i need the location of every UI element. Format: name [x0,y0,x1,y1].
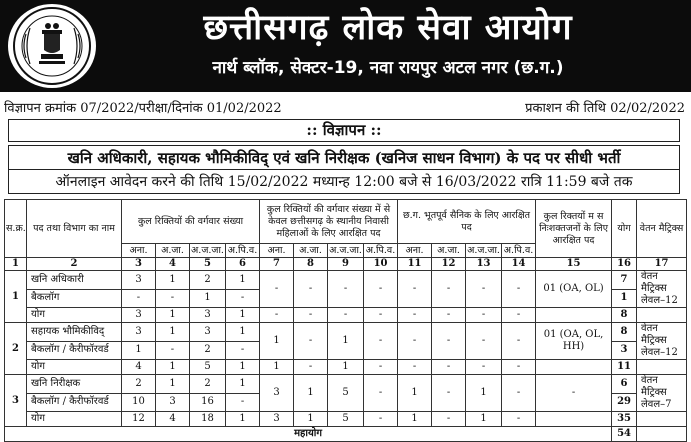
pay-matrix-blank [637,412,687,427]
cat-header: अ.जा. [294,244,328,258]
col-number: 8 [294,258,328,271]
cgpsc-emblem-icon [8,4,96,88]
pwd-total-cell [536,360,612,375]
ex-servicemen-cell: 1 [398,375,432,412]
row-total: 3 [612,341,637,360]
women-reserved-cell: 1 [260,323,294,360]
total-vacancy-cell: 1 [156,360,190,375]
col-number: 7 [260,258,294,271]
ex-servicemen-cell: 1 [466,375,502,412]
post-name: योग [27,412,122,427]
col-number: 1 [5,258,27,271]
pay-matrix-blank [637,360,687,375]
total-vacancy-cell: 1 [156,271,190,290]
col-number: 17 [637,258,687,271]
col-number: 13 [466,258,502,271]
header-pay: वेतन मैट्रिक्स [637,200,687,258]
publication-date: प्रकाशन की तिथि 02/02/2022 [525,101,685,116]
women-total-cell: - [260,308,294,323]
serial-number: 3 [5,375,27,427]
notice-heading: :: विज्ञापन :: [8,119,680,142]
ex-servicemen-cell: - [398,323,432,360]
col-number: 6 [226,258,260,271]
table-row [5,323,687,342]
total-vacancy-cell: 3 [122,308,156,323]
ex-servicemen-cell: - [398,271,432,308]
total-vacancy-cell: 1 [156,375,190,394]
women-reserved-cell: - [260,271,294,308]
vacancy-table [4,199,687,442]
total-vacancy-cell: 3 [122,271,156,290]
commission-address: नार्थ ब्लॉक, सेक्टर-19, नवा रायपुर अटल नगर (छ.ग.) [212,58,564,78]
total-vacancy-cell: 2 [122,375,156,394]
col-number: 9 [328,258,364,271]
table-row [5,360,687,375]
commission-title: छत्तीसगढ़ लोक सेवा आयोग [203,8,573,48]
recruitment-subject: खनि अधिकारी, सहायक भौमिकीविद् एवं खनि निरीक्षक (खनिज साधन विभाग) के पद पर सीधी भर्ती [8,145,680,169]
col-number: 10 [364,258,398,271]
post-name: सहायक भौमिकीविद् [27,323,122,342]
grand-total-blank [637,427,687,442]
ex-servicemen-total-cell: - [432,360,466,375]
total-vacancy-cell: 1 [226,323,260,342]
ex-servicemen-cell: - [466,323,502,360]
row-total: 29 [612,393,637,412]
col-number: 16 [612,258,637,271]
ex-servicemen-cell: - [502,323,536,360]
women-reserved-cell: - [364,375,398,412]
women-total-cell: - [364,308,398,323]
total-vacancy-cell: 2 [190,341,226,360]
row-total: 7 [612,271,637,290]
ex-servicemen-total-cell: - [502,360,536,375]
total-vacancy-cell: 1 [156,323,190,342]
header-pwd: कुल रिक्तयों म स निःशक्तजनों के लिए आरक्षित पद [536,200,612,258]
col-number: 12 [432,258,466,271]
application-dates: ऑनलाइन आवेदन करने की तिथि 15/02/2022 मध्यान्ह 12:00 बजे से 16/03/2022 रात्रि 11:59 बजे तक [8,169,680,194]
women-total-cell: 1 [260,360,294,375]
women-total-cell: - [328,308,364,323]
total-vacancy-cell: 2 [190,375,226,394]
col-number: 2 [27,258,122,271]
total-vacancy-cell: 12 [122,412,156,427]
serial-number: 2 [5,323,27,375]
row-total: 11 [612,360,637,375]
advertisement-number: विज्ञापन क्रमांक 07/2022/परीक्षा/दिनांक 01/02/2022 [4,101,282,116]
post-name: बैकलॉग / कैरीफॉरवर्ड [27,341,122,360]
ex-servicemen-total-cell: - [466,308,502,323]
ex-servicemen-total-cell: - [432,308,466,323]
total-vacancy-cell: - [226,289,260,308]
col-number: 5 [190,258,226,271]
total-vacancy-cell: 10 [122,393,156,412]
women-total-cell: - [294,308,328,323]
cat-header: अ.ज.जा. [191,244,224,256]
ex-servicemen-total-cell: 1 [398,412,432,427]
ex-servicemen-total-cell: - [502,308,536,323]
women-reserved-cell: - [328,271,364,308]
pay-matrix: वेतन मैट्रिक्स लेवल–7 [637,375,687,412]
header-ex-servicemen: छ.ग. भूतपूर्व सैनिक के लिए आरक्षित पद [398,200,536,244]
women-total-cell: - [294,360,328,375]
ex-servicemen-total-cell: - [502,412,536,427]
total-vacancy-cell: 16 [190,393,226,412]
header-yog: योग [612,200,637,258]
post-name: योग [27,308,122,323]
cat-header: अ.ज.जा. [329,244,362,256]
cat-header: अ.पि.व. [502,244,536,258]
cat-header: अ.ज.जा. [467,244,500,256]
total-vacancy-cell: 1 [122,341,156,360]
table-row [5,271,687,290]
women-reserved-cell: 3 [260,375,294,412]
post-name: बैकलॉग [27,289,122,308]
pwd-total-cell [536,308,612,323]
ex-servicemen-total-cell: - [432,412,466,427]
table-row [5,308,687,323]
total-vacancy-cell: 3 [156,393,190,412]
header-post: पद तथा विभाग का नाम [27,200,122,258]
total-vacancy-cell: 1 [226,271,260,290]
women-total-cell: 3 [260,412,294,427]
total-vacancy-cell: 3 [190,308,226,323]
header-women: कुल रिक्तियों की वर्गवार संख्या में से केवल छत्तीसगढ़ के स्थानीय निवासी महिलाओं के लिए आरक्षित पद [260,200,398,244]
col-number: 11 [398,258,432,271]
row-total: 8 [612,323,637,342]
pay-matrix: वेतन मैट्रिक्स लेवल–12 [637,271,687,308]
header-total: कुल रिक्तियों की वर्गवार संख्या [122,200,260,244]
serial-number: 1 [5,271,27,323]
cat-header: अना. [260,244,294,258]
ex-servicemen-total-cell: - [398,360,432,375]
row-total: 6 [612,375,637,394]
cat-header: अना. [122,244,156,258]
total-vacancy-cell: 3 [190,323,226,342]
cat-header: अ.जा. [432,244,466,258]
total-vacancy-cell: - [156,341,190,360]
women-reserved-cell: 1 [294,375,328,412]
total-vacancy-cell: 1 [226,308,260,323]
total-vacancy-cell: - [122,289,156,308]
row-total: 8 [612,308,637,323]
women-total-cell: 1 [294,412,328,427]
total-vacancy-cell: 1 [226,375,260,394]
table-row [5,412,687,427]
ex-servicemen-total-cell: - [466,360,502,375]
ex-servicemen-cell: - [432,323,466,360]
post-name: खनि निरीक्षक [27,375,122,394]
row-total: 1 [612,289,637,308]
women-total-cell: - [364,360,398,375]
total-vacancy-cell: 1 [226,360,260,375]
women-total-cell: 1 [328,360,364,375]
ex-servicemen-total-cell: - [398,308,432,323]
cat-header: अ.पि.व. [226,244,260,258]
col-number: 14 [502,258,536,271]
pwd-total-cell [536,412,612,427]
pwd-reserved-cell: 01 (OA, OL, HH) [536,323,612,360]
col-number: 3 [122,258,156,271]
total-vacancy-cell: 1 [190,289,226,308]
header-banner [0,0,691,92]
total-vacancy-cell: - [226,341,260,360]
women-total-cell: - [364,412,398,427]
post-name: बैकलॉग / कैरीफॉरवर्ड [27,393,122,412]
row-total: 35 [612,412,637,427]
total-vacancy-cell: - [226,393,260,412]
post-name: योग [27,360,122,375]
women-reserved-cell: - [364,323,398,360]
col-number: 15 [536,258,612,271]
total-vacancy-cell: 18 [190,412,226,427]
pay-matrix: वेतन मैट्रिक्स लेवल–12 [637,323,687,360]
ex-servicemen-cell: - [432,375,466,412]
total-vacancy-cell: - [156,289,190,308]
grand-total-label: महायोग [5,427,612,442]
total-vacancy-cell: 4 [122,360,156,375]
total-vacancy-cell: 1 [226,412,260,427]
women-total-cell: 5 [328,412,364,427]
total-vacancy-cell: 3 [122,323,156,342]
pay-matrix-blank [637,308,687,323]
post-name: खनि अधिकारी [27,271,122,290]
women-reserved-cell: 5 [328,375,364,412]
ex-servicemen-cell: - [502,375,536,412]
total-vacancy-cell: 5 [190,360,226,375]
cat-header: अना. [398,244,432,258]
women-reserved-cell: - [294,271,328,308]
col-number: 4 [156,258,190,271]
cat-header: अ.जा. [156,244,190,258]
cat-header: अ.पि.व. [364,244,398,258]
pwd-reserved-cell: 01 (OA, OL) [536,271,612,308]
women-reserved-cell: - [294,323,328,360]
total-vacancy-cell: 4 [156,412,190,427]
grand-total-value: 54 [612,427,637,442]
women-reserved-cell: 1 [328,323,364,360]
ex-servicemen-total-cell: 1 [466,412,502,427]
total-vacancy-cell: 1 [156,308,190,323]
table-row [5,375,687,394]
pwd-reserved-cell: - [536,375,612,412]
ex-servicemen-cell: - [502,271,536,308]
ex-servicemen-cell: - [466,271,502,308]
women-reserved-cell: - [364,271,398,308]
grand-total-row [5,427,687,442]
total-vacancy-cell: 2 [190,271,226,290]
column-number-row [5,258,687,271]
header-sno: स.क्र. [5,200,27,258]
ex-servicemen-cell: - [432,271,466,308]
